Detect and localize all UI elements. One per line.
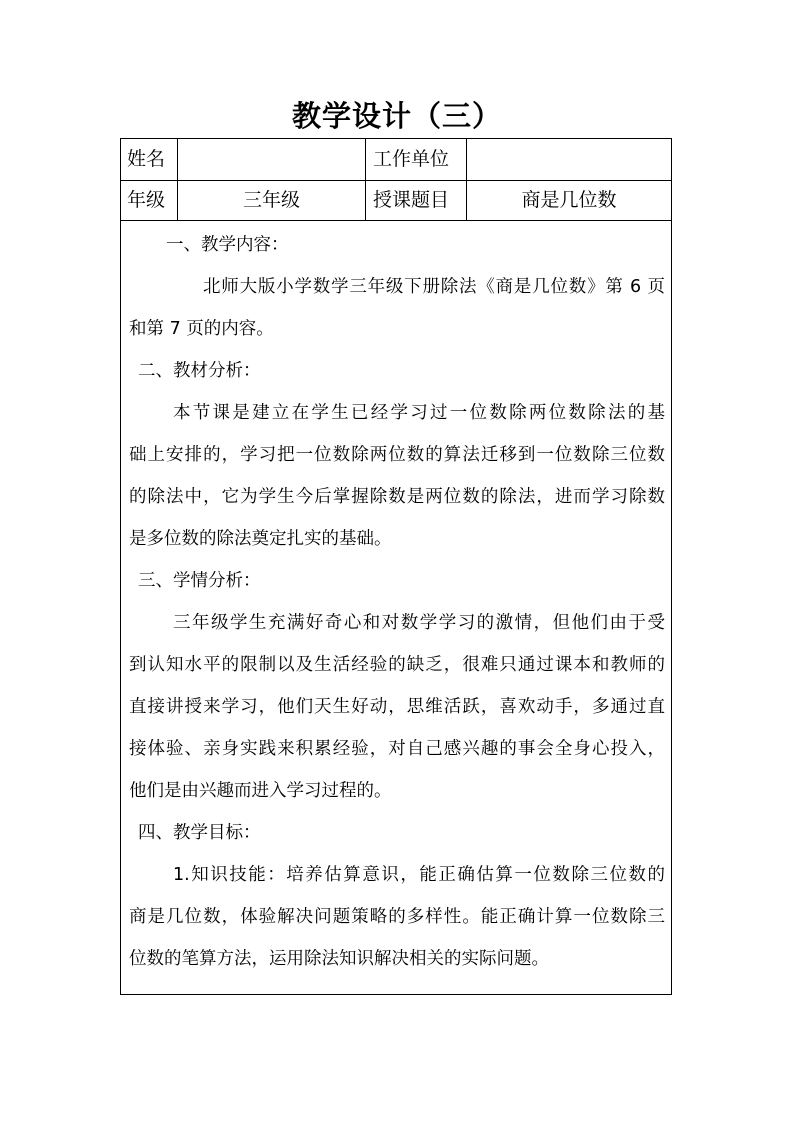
paragraph-line: 到认知水平的限制以及生活经验的缺乏，很难只通过课本和教师的 bbox=[129, 655, 665, 675]
name-value bbox=[178, 139, 366, 180]
section-heading-content: 一、教学内容： bbox=[166, 235, 289, 255]
section-heading-analysis: 二、教材分析： bbox=[138, 361, 261, 381]
paragraph-line: 商是几位数，体验解决问题策略的多样性。能正确计算一位数除三 bbox=[129, 907, 665, 927]
unit-value bbox=[467, 139, 671, 180]
section-heading-learner: 三、学情分析： bbox=[138, 571, 261, 591]
header-row-1 bbox=[121, 139, 671, 181]
grade-label: 年级 bbox=[121, 181, 178, 220]
paragraph-line: 位数的笔算方法，运用除法知识解决相关的实际问题。 bbox=[129, 949, 549, 969]
name-label: 姓名 bbox=[121, 139, 178, 180]
lesson-plan-table bbox=[120, 138, 672, 995]
grade-value: 三年级 bbox=[178, 181, 366, 220]
paragraph-line: 北师大版小学数学三年级下册除法《商是几位数》第 6 页 bbox=[203, 277, 665, 297]
paragraph-line: 本节课是建立在学生已经学习过一位数除两位数除法的基 bbox=[173, 403, 665, 423]
paragraph-line: 接体验、亲身实践来积累经验，对自己感兴趣的事会全身心投入， bbox=[129, 739, 665, 759]
paragraph-line: 三年级学生充满好奇心和对数学学习的激情，但他们由于受 bbox=[173, 613, 665, 633]
topic-label: 授课题目 bbox=[366, 181, 467, 220]
paragraph-line: 和第 7 页的内容。 bbox=[129, 319, 274, 339]
paragraph-line: 1.知识技能：培养估算意识，能正确估算一位数除三位数的 bbox=[173, 865, 665, 885]
paragraph-line: 是多位数的除法奠定扎实的基础。 bbox=[129, 529, 392, 549]
paragraph-line: 直接讲授来学习，他们天生好动，思维活跃，喜欢动手，多通过直 bbox=[129, 697, 665, 717]
unit-label: 工作单位 bbox=[366, 139, 467, 180]
page-title: 教学设计（三） bbox=[291, 99, 502, 133]
header-row-2 bbox=[121, 181, 671, 221]
paragraph-line: 的除法中，它为学生今后掌握除数是两位数的除法，进而学习除数 bbox=[129, 487, 665, 507]
paragraph-line: 他们是由兴趣而进入学习过程的。 bbox=[129, 781, 392, 801]
paragraph-line: 础上安排的，学习把一位数除两位数的算法迁移到一位数除三位数 bbox=[129, 445, 665, 465]
section-heading-goals: 四、教学目标： bbox=[138, 823, 261, 843]
topic-value: 商是几位数 bbox=[521, 189, 617, 211]
